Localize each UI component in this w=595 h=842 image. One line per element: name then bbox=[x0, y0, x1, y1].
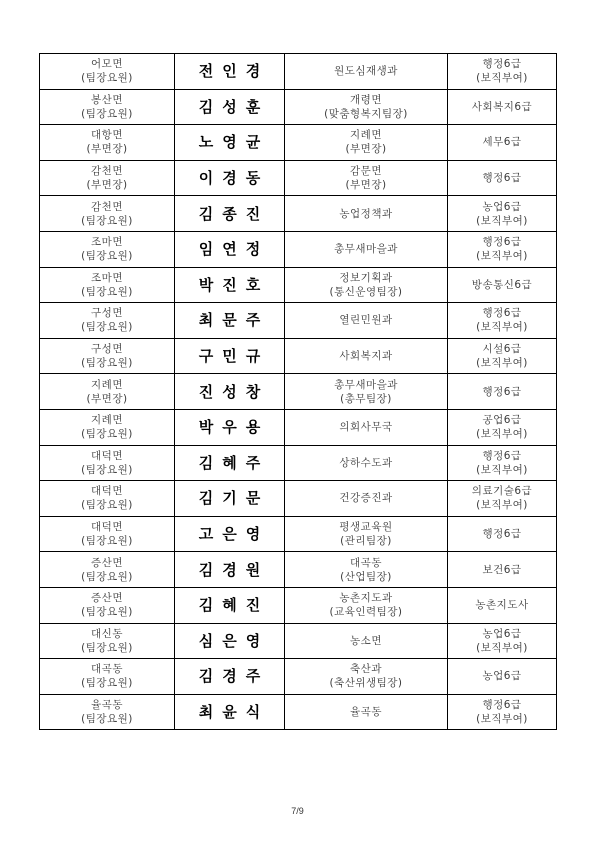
table-row bbox=[40, 445, 557, 481]
grade-line: (보직부여) bbox=[476, 72, 528, 85]
office-line: (팀장요원) bbox=[81, 428, 133, 441]
grade-cell bbox=[448, 409, 557, 445]
office-line: 구성면 bbox=[91, 307, 123, 320]
grade-line: 행정6급 bbox=[482, 385, 522, 398]
previous-post-cell bbox=[285, 196, 448, 232]
previous-post-cell bbox=[285, 374, 448, 410]
previous-post-line: 축산과 bbox=[350, 663, 382, 676]
table-row bbox=[40, 659, 557, 695]
previous-post-cell bbox=[285, 160, 448, 196]
name-cell: 진성창 bbox=[175, 374, 285, 410]
name-cell: 김혜주 bbox=[175, 445, 285, 481]
previous-post-cell bbox=[285, 89, 448, 125]
previous-post-line: (축산위생팀장) bbox=[329, 677, 403, 690]
office-line: 대덕면 bbox=[91, 485, 123, 498]
grade-line: (보직부여) bbox=[476, 641, 528, 654]
office-line: (팀장요원) bbox=[81, 250, 133, 263]
grade-cell bbox=[448, 54, 557, 90]
grade-line: (보직부여) bbox=[476, 428, 528, 441]
table-row bbox=[40, 160, 557, 196]
grade-cell bbox=[448, 694, 557, 730]
office-line: (팀장요원) bbox=[81, 641, 133, 654]
grade-cell bbox=[448, 445, 557, 481]
previous-post-line: (맞춤형복지팀장) bbox=[324, 107, 408, 120]
office-line: (팀장요원) bbox=[81, 499, 133, 512]
name-cell: 이경동 bbox=[175, 160, 285, 196]
previous-post-cell bbox=[285, 659, 448, 695]
table-row bbox=[40, 89, 557, 125]
grade-line: 행정6급 bbox=[482, 528, 522, 541]
grade-cell bbox=[448, 303, 557, 339]
previous-post-line: (부면장) bbox=[345, 143, 387, 156]
office-line: 감천면 bbox=[91, 200, 123, 213]
previous-post-line: (교육인력팀장) bbox=[329, 606, 403, 619]
previous-post-line: 농업정책과 bbox=[339, 207, 393, 220]
previous-post-line: 평생교육원 bbox=[339, 521, 393, 534]
office-cell bbox=[40, 267, 175, 303]
grade-cell bbox=[448, 374, 557, 410]
previous-post-line: (총무팀장) bbox=[340, 392, 392, 405]
grade-line: 농업6급 bbox=[482, 670, 522, 683]
previous-post-line: 농촌지도과 bbox=[339, 592, 393, 605]
grade-line: 행정6급 bbox=[482, 236, 522, 249]
office-line: (팀장요원) bbox=[81, 107, 133, 120]
previous-post-cell bbox=[285, 552, 448, 588]
grade-line: (보직부여) bbox=[476, 321, 528, 334]
name-cell: 김경주 bbox=[175, 659, 285, 695]
previous-post-line: 의회사무국 bbox=[339, 421, 393, 434]
previous-post-line: 사회복지과 bbox=[339, 350, 393, 363]
office-cell bbox=[40, 623, 175, 659]
table-row bbox=[40, 623, 557, 659]
office-line: 대곡동 bbox=[91, 663, 123, 676]
office-line: (팀장요원) bbox=[81, 677, 133, 690]
office-cell bbox=[40, 54, 175, 90]
table-row bbox=[40, 409, 557, 445]
table-row bbox=[40, 516, 557, 552]
grade-line: 방송통신6급 bbox=[471, 278, 533, 291]
name-cell: 박진호 bbox=[175, 267, 285, 303]
table-row bbox=[40, 54, 557, 90]
office-line: (팀장요원) bbox=[81, 285, 133, 298]
grade-line: (보직부여) bbox=[476, 499, 528, 512]
grade-line: (보직부여) bbox=[476, 463, 528, 476]
office-line: (부면장) bbox=[86, 143, 128, 156]
office-line: 증산면 bbox=[91, 556, 123, 569]
previous-post-line: 총무새마을과 bbox=[334, 378, 398, 391]
office-cell bbox=[40, 196, 175, 232]
grade-line: (보직부여) bbox=[476, 712, 528, 725]
name-cell: 김기문 bbox=[175, 481, 285, 517]
grade-cell bbox=[448, 587, 557, 623]
office-line: 대덕면 bbox=[91, 521, 123, 534]
office-line: 율곡동 bbox=[91, 698, 123, 711]
previous-post-cell bbox=[285, 409, 448, 445]
previous-post-cell bbox=[285, 267, 448, 303]
previous-post-line: 감문면 bbox=[350, 165, 382, 178]
office-line: 대덕면 bbox=[91, 449, 123, 462]
name-cell: 김경원 bbox=[175, 552, 285, 588]
grade-line: 세무6급 bbox=[482, 136, 522, 149]
grade-line: 사회복지6급 bbox=[471, 100, 533, 113]
table-row bbox=[40, 587, 557, 623]
name-cell: 구민규 bbox=[175, 338, 285, 374]
table-body bbox=[40, 54, 557, 730]
table-row bbox=[40, 552, 557, 588]
office-line: 대신동 bbox=[91, 627, 123, 640]
office-cell bbox=[40, 160, 175, 196]
previous-post-cell bbox=[285, 54, 448, 90]
previous-post-cell bbox=[285, 303, 448, 339]
table-row bbox=[40, 196, 557, 232]
previous-post-cell bbox=[285, 623, 448, 659]
grade-cell bbox=[448, 267, 557, 303]
office-line: 감천면 bbox=[91, 165, 123, 178]
name-cell: 박우용 bbox=[175, 409, 285, 445]
table-row bbox=[40, 694, 557, 730]
previous-post-line: (통신운영팀장) bbox=[329, 285, 403, 298]
grade-line: 행정6급 bbox=[482, 698, 522, 711]
previous-post-line: 총무새마을과 bbox=[334, 243, 398, 256]
previous-post-line: 상하수도과 bbox=[339, 456, 393, 469]
office-cell bbox=[40, 552, 175, 588]
table-row bbox=[40, 267, 557, 303]
table-row bbox=[40, 374, 557, 410]
office-line: 대항면 bbox=[91, 129, 123, 142]
grade-cell bbox=[448, 338, 557, 374]
previous-post-line: 율곡동 bbox=[350, 705, 382, 718]
office-line: 구성면 bbox=[91, 343, 123, 356]
table-row bbox=[40, 303, 557, 339]
office-cell bbox=[40, 659, 175, 695]
grade-cell bbox=[448, 125, 557, 161]
previous-post-line: (부면장) bbox=[345, 179, 387, 192]
office-cell bbox=[40, 516, 175, 552]
previous-post-cell bbox=[285, 338, 448, 374]
grade-line: 보건6급 bbox=[482, 563, 522, 576]
name-cell: 최문주 bbox=[175, 303, 285, 339]
previous-post-cell bbox=[285, 445, 448, 481]
previous-post-line: 정보기획과 bbox=[339, 271, 393, 284]
grade-line: 농촌지도사 bbox=[475, 599, 529, 612]
previous-post-line: (산업팀장) bbox=[340, 570, 392, 583]
grade-cell bbox=[448, 481, 557, 517]
office-line: 봉산면 bbox=[91, 93, 123, 106]
name-cell: 최윤식 bbox=[175, 694, 285, 730]
grade-line: 의료기술6급 bbox=[471, 485, 533, 498]
office-line: 지례면 bbox=[91, 414, 123, 427]
grade-line: (보직부여) bbox=[476, 357, 528, 370]
previous-post-line: 농소면 bbox=[350, 634, 382, 647]
grade-line: (보직부여) bbox=[476, 250, 528, 263]
office-cell bbox=[40, 303, 175, 339]
office-cell bbox=[40, 89, 175, 125]
previous-post-line: 원도심재생과 bbox=[334, 65, 398, 78]
grade-cell bbox=[448, 623, 557, 659]
name-cell: 김성훈 bbox=[175, 89, 285, 125]
grade-cell bbox=[448, 231, 557, 267]
office-line: 증산면 bbox=[91, 592, 123, 605]
office-line: (팀장요원) bbox=[81, 570, 133, 583]
office-line: (팀장요원) bbox=[81, 72, 133, 85]
grade-cell bbox=[448, 89, 557, 125]
name-cell: 김혜진 bbox=[175, 587, 285, 623]
grade-line: 시설6급 bbox=[482, 343, 522, 356]
office-cell bbox=[40, 374, 175, 410]
previous-post-cell bbox=[285, 694, 448, 730]
personnel-table bbox=[39, 53, 557, 730]
office-cell bbox=[40, 481, 175, 517]
previous-post-line: 대곡동 bbox=[350, 556, 382, 569]
grade-line: (보직부여) bbox=[476, 214, 528, 227]
name-cell: 임연정 bbox=[175, 231, 285, 267]
office-line: (부면장) bbox=[86, 179, 128, 192]
grade-line: 행정6급 bbox=[482, 172, 522, 185]
previous-post-line: (관리팀장) bbox=[340, 535, 392, 548]
office-line: (팀장요원) bbox=[81, 606, 133, 619]
office-line: (팀장요원) bbox=[81, 463, 133, 476]
grade-cell bbox=[448, 659, 557, 695]
page-number: 7/9 bbox=[291, 806, 304, 816]
office-cell bbox=[40, 125, 175, 161]
grade-line: 행정6급 bbox=[482, 307, 522, 320]
grade-cell bbox=[448, 552, 557, 588]
previous-post-cell bbox=[285, 481, 448, 517]
name-cell: 김종진 bbox=[175, 196, 285, 232]
office-cell bbox=[40, 409, 175, 445]
grade-line: 농업6급 bbox=[482, 627, 522, 640]
office-cell bbox=[40, 694, 175, 730]
previous-post-cell bbox=[285, 516, 448, 552]
office-cell bbox=[40, 231, 175, 267]
office-line: 어모면 bbox=[91, 58, 123, 71]
office-line: (팀장요원) bbox=[81, 321, 133, 334]
table-row bbox=[40, 231, 557, 267]
office-cell bbox=[40, 587, 175, 623]
name-cell: 심은영 bbox=[175, 623, 285, 659]
previous-post-line: 열린민원과 bbox=[339, 314, 393, 327]
table-row bbox=[40, 481, 557, 517]
name-cell: 고은영 bbox=[175, 516, 285, 552]
office-line: (팀장요원) bbox=[81, 214, 133, 227]
grade-line: 공업6급 bbox=[482, 414, 522, 427]
previous-post-cell bbox=[285, 231, 448, 267]
name-cell: 노영균 bbox=[175, 125, 285, 161]
previous-post-line: 건강증진과 bbox=[339, 492, 393, 505]
grade-line: 행정6급 bbox=[482, 58, 522, 71]
previous-post-line: 지례면 bbox=[350, 129, 382, 142]
office-cell bbox=[40, 338, 175, 374]
previous-post-cell bbox=[285, 125, 448, 161]
name-cell: 전인경 bbox=[175, 54, 285, 90]
office-line: 조마면 bbox=[91, 236, 123, 249]
office-line: (팀장요원) bbox=[81, 357, 133, 370]
grade-cell bbox=[448, 160, 557, 196]
table-row bbox=[40, 125, 557, 161]
previous-post-line: 개령면 bbox=[350, 93, 382, 106]
office-line: (팀장요원) bbox=[81, 535, 133, 548]
grade-cell bbox=[448, 196, 557, 232]
office-cell bbox=[40, 445, 175, 481]
office-line: (팀장요원) bbox=[81, 712, 133, 725]
grade-line: 행정6급 bbox=[482, 449, 522, 462]
previous-post-cell bbox=[285, 587, 448, 623]
office-line: (부면장) bbox=[86, 392, 128, 405]
grade-line: 농업6급 bbox=[482, 200, 522, 213]
table-row bbox=[40, 338, 557, 374]
office-line: 지례면 bbox=[91, 378, 123, 391]
grade-cell bbox=[448, 516, 557, 552]
office-line: 조마면 bbox=[91, 271, 123, 284]
